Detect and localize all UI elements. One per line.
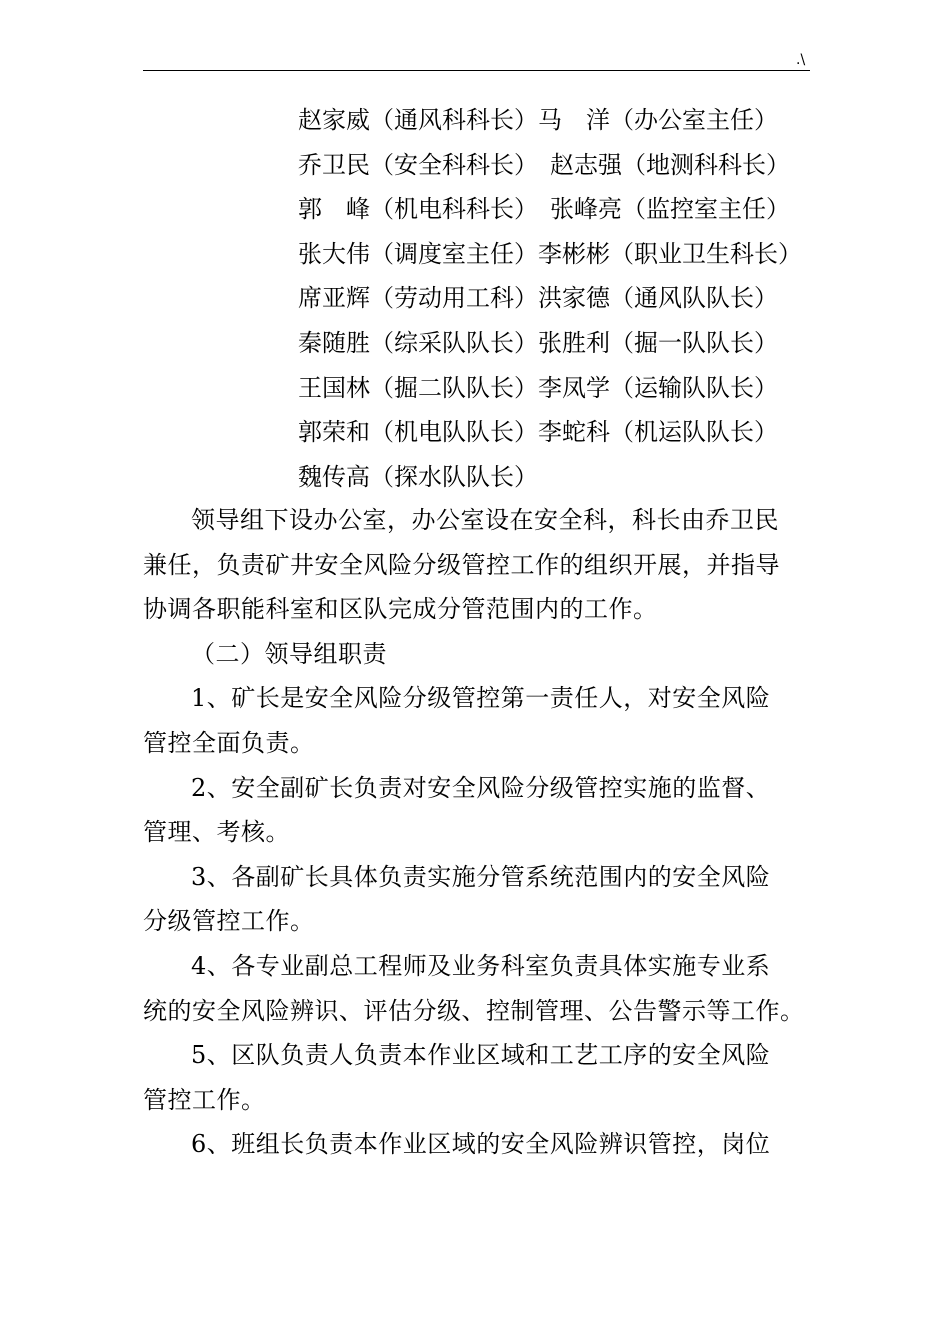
duty-item-1 xyxy=(143,676,815,765)
duty-item-3 xyxy=(143,855,815,944)
duty-line: 5、区队负责人负责本作业区域和工艺工序的安全风险 xyxy=(191,1041,771,1070)
member-line: 魏传高（探水队队长） xyxy=(298,462,538,491)
duty-line: 管控工作。 xyxy=(143,1085,266,1114)
duty-line: 1、矿长是安全风险分级管控第一责任人，对安全风险 xyxy=(191,684,771,713)
member-line: 赵家威（通风科科长）马 洋（办公室主任） xyxy=(298,106,778,134)
duty-line: 管控全面负责。 xyxy=(143,728,315,757)
member-line: 乔卫民（安全科科长） 赵志强（地测科科长） xyxy=(298,150,790,179)
duty-line: 6、班组长负责本作业区域的安全风险辨识管控，岗位 xyxy=(191,1130,771,1159)
duty-line: 管理、考核。 xyxy=(143,818,290,847)
member-list xyxy=(298,98,802,499)
duty-item-2 xyxy=(143,766,815,855)
duty-item-4 xyxy=(143,944,815,1033)
header-rule xyxy=(143,70,810,71)
member-line: 郭荣和（机电队队长）李蛇科（机运队队长） xyxy=(298,418,778,447)
office-line-1: 领导组下设办公室，办公室设在安全科，科长由乔卫民 xyxy=(191,506,779,534)
member-line: 王国林（掘二队队长）李凤学（运输队队长） xyxy=(298,373,778,402)
duty-item-6 xyxy=(143,1122,815,1167)
duty-item-5 xyxy=(143,1033,815,1122)
member-line: 张大伟（调度室主任）李彬彬（职业卫生科长） xyxy=(298,239,802,268)
duty-line: 3、各副矿长具体负责实施分管系统范围内的安全风险 xyxy=(191,862,771,891)
section-heading: （二）领导组职责 xyxy=(191,639,387,668)
header-mark: .\ xyxy=(796,52,806,68)
duty-line: 4、各专业副总工程师及业务科室负责具体实施专业系 xyxy=(191,951,771,980)
member-line: 席亚辉（劳动用工科）洪家德（通风队队长） xyxy=(298,284,778,313)
office-paragraph xyxy=(143,498,815,632)
member-line: 秦随胜（综采队队长）张胜利（掘一队队长） xyxy=(298,328,778,357)
office-line-2: 兼任，负责矿井安全风险分级管控工作的组织开展，并指导 xyxy=(143,550,780,579)
duty-line: 统的安全风险辨识、评估分级、控制管理、公告警示等工作。 xyxy=(143,996,805,1025)
office-line-3: 协调各职能科室和区队完成分管范围内的工作。 xyxy=(143,595,658,624)
duty-line: 分级管控工作。 xyxy=(143,907,315,936)
member-line: 郭 峰（机电科科长） 张峰亮（监控室主任） xyxy=(298,195,790,224)
document-body xyxy=(143,498,815,1167)
duty-line: 2、安全副矿长负责对安全风险分级管控实施的监督、 xyxy=(191,773,771,802)
